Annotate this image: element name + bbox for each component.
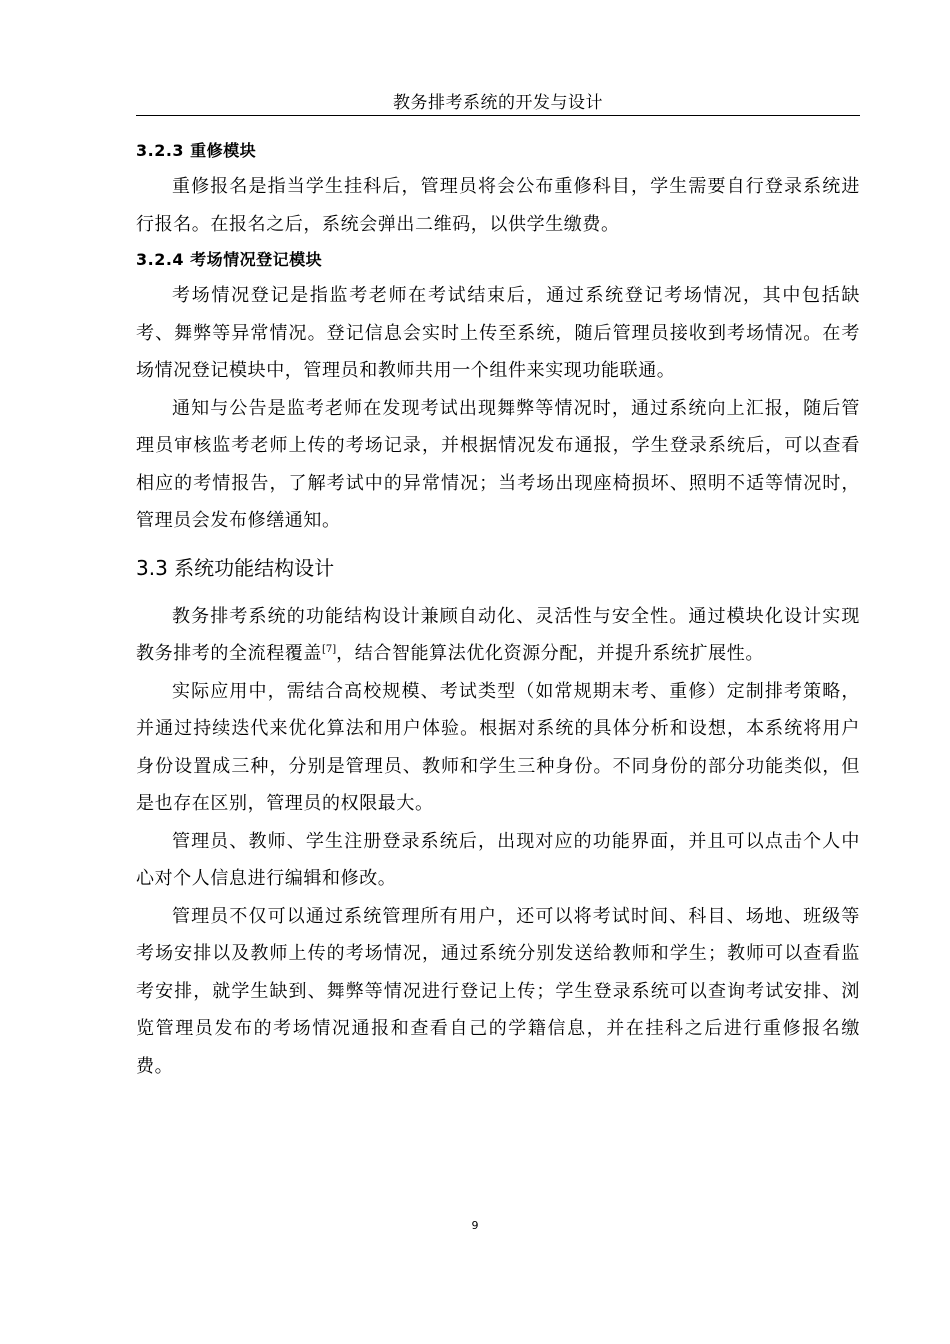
- paragraph-3-3-4: 管理员不仅可以通过系统管理所有用户，还可以将考试时间、科目、场地、班级等考场安排以及教师上传的考场情况，通过系统分别发送给教师和学生；教师可以查看监考安排，就学生缺到、舞弊等情况进行登记上传；学生登录系统可以查询考试安排、浏览管理员发布的考场情况通报和查看自己的学籍信息，并在挂科之后进行重修报名缴费。: [136, 905, 860, 1077]
- paragraph-3-3-1-text-b: ，结合智能算法优化资源分配，并提升系统扩展性。: [336, 643, 764, 664]
- paragraph-3-3-3: 管理员、教师、学生注册登录系统后，出现对应的功能界面，并且可以点击个人中心对个人信息进行编辑和修改。: [136, 830, 860, 889]
- page-number: 9: [471, 1219, 479, 1232]
- running-header: 教务排考系统的开发与设计: [393, 93, 603, 113]
- paragraph-3-3-2: 实际应用中，需结合高校规模、考试类型（如常规期末考、重修）定制排考策略，并通过持续迭代来优化算法和用户体验。根据对系统的具体分析和设想，本系统将用户身份设置成三种，分别是管理员、教师和学生三种身份。不同身份的部分功能类似，但是也存在区别，管理员的权限最大。: [136, 680, 860, 814]
- paragraph-3-2-3-1: 重修报名是指当学生挂科后，管理员将会公布重修科目，学生需要自行登录系统进行报名。在报名之后，系统会弹出二维码，以供学生缴费。: [136, 176, 860, 235]
- paragraph-3-2-4-2: 通知与公告是监考老师在发现考试出现舞弊等情况时，通过系统向上汇报，随后管理员审核监考老师上传的考场记录，并根据情况发布通报，学生登录系统后，可以查看相应的考情报告，了解考试中的异常情况；当考场出现座椅损坏、照明不适等情况时，管理员会发布修缮通知。: [136, 397, 860, 531]
- paragraph-3-3-1: [136, 598, 860, 673]
- section-heading-3-3: 3.3 系统功能结构设计: [136, 555, 335, 580]
- page-content: [136, 134, 860, 1085]
- citation-reference[interactable]: [7]: [322, 644, 337, 655]
- paragraph-3-3-1-text-a: 教务排考系统的功能结构设计兼顾自动化、灵活性与安全性。通过模块化设计实现教务排考的全流程覆盖: [136, 605, 860, 664]
- paragraph-3-2-4-1: 考场情况登记是指监考老师在考试结束后，通过系统登记考场情况，其中包括缺考、舞弊等异常情况。登记信息会实时上传至系统，随后管理员接收到考场情况。在考场情况登记模块中，管理员和教师共用一个组件来实现功能联通。: [136, 285, 860, 381]
- section-heading-3-2-4: 3.2.4 考场情况登记模块: [136, 250, 323, 269]
- header-rule: [136, 115, 860, 116]
- section-heading-3-2-3: 3.2.3 重修模块: [136, 141, 257, 160]
